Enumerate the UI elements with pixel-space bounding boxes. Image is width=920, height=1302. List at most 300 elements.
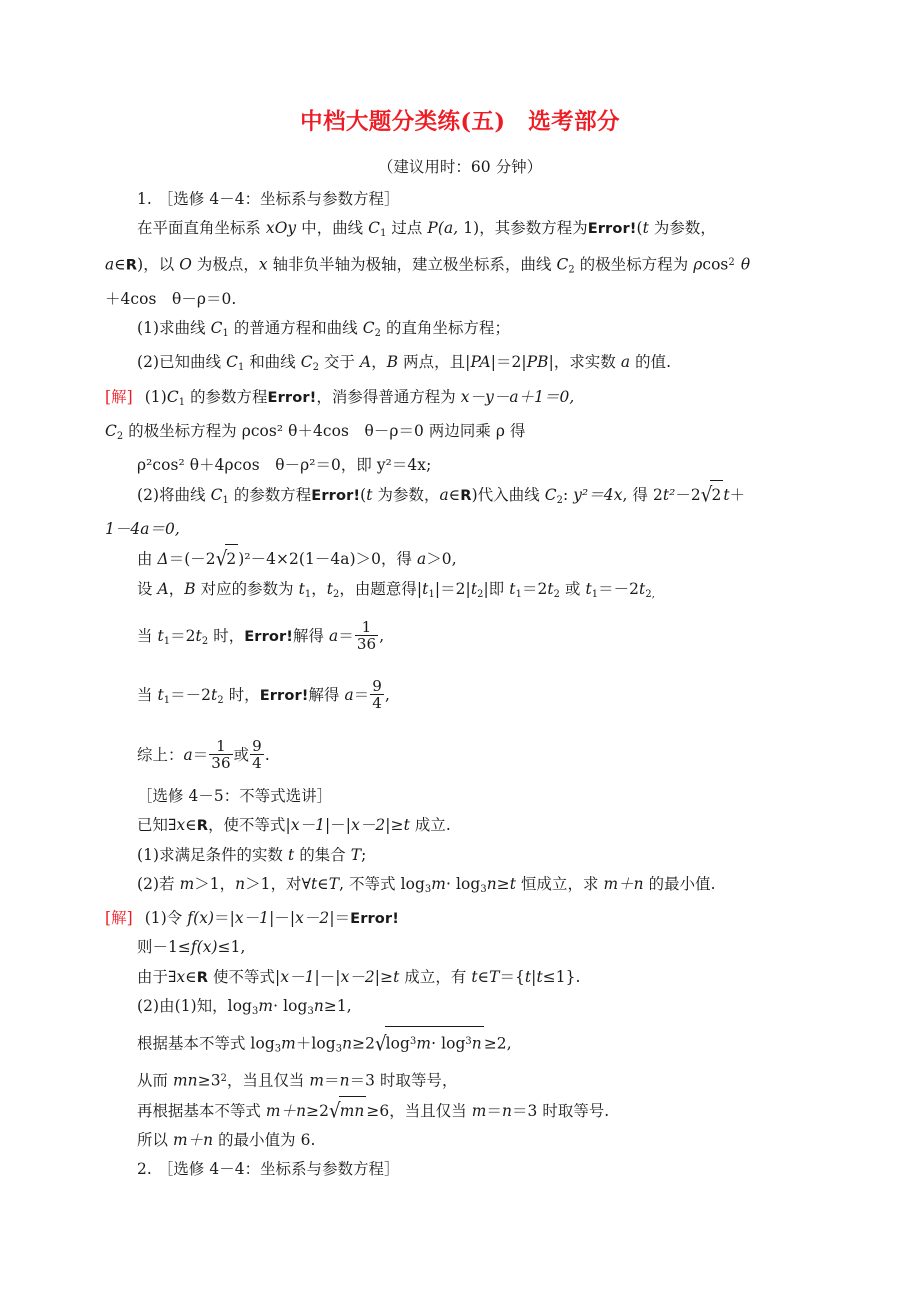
t2-sub: 2	[217, 695, 224, 707]
param-t1: t	[157, 686, 164, 705]
q-text: 的值.	[630, 353, 672, 372]
sol-text: )代入曲线	[471, 485, 545, 504]
var-n: n	[235, 875, 246, 894]
sol-text: ＝	[324, 1071, 340, 1090]
sol-text: 的参数方程	[228, 485, 312, 504]
var-m: m	[431, 875, 446, 894]
sol-equation: ρcos² θ＋4cos θ－ρ＝0 两边同乘 ρ 得	[241, 421, 526, 440]
sol-text: ，当且仅当	[226, 1071, 310, 1090]
param-t: t	[723, 485, 730, 504]
stem-text: －	[330, 816, 346, 835]
problem2-tag: ［选修 4－4：坐标系与参数方程］	[157, 1160, 400, 1179]
sol-text: ＋log	[295, 1034, 336, 1053]
fraction-denominator: 4	[372, 694, 382, 713]
curve-c1: C	[210, 485, 223, 504]
param-t1: t	[422, 579, 429, 598]
sol-text: 即	[488, 579, 510, 598]
problem1-number: 1.	[137, 190, 152, 208]
q-text: 的最小值.	[643, 875, 716, 894]
sol-text: 时，	[208, 626, 245, 645]
page-subtitle: （建议用时：60 分钟）	[377, 158, 543, 176]
param-t: t	[288, 845, 295, 864]
in-symbol: ∈	[317, 875, 329, 894]
curve-c2-sub: 2	[116, 430, 124, 442]
log-exp: 3	[410, 1036, 417, 1048]
log-base: 3	[252, 1005, 259, 1017]
sol-text: 的参数方程	[185, 387, 268, 406]
q-text: 交于	[319, 353, 361, 372]
fraction-1-36	[355, 619, 378, 652]
sqrt-arg: 2	[710, 480, 723, 510]
var-n: n	[339, 1071, 350, 1090]
fraction-9-4	[250, 738, 264, 771]
stem-text: )，以	[137, 256, 180, 275]
curve-c1: C	[368, 219, 381, 238]
param-t1: t	[585, 579, 592, 598]
var-n: n	[471, 1034, 482, 1053]
param-a: a	[105, 256, 115, 275]
sol-text: ,	[385, 686, 390, 705]
var-m: m	[471, 1101, 487, 1120]
real-set: R	[125, 257, 138, 275]
sol-text: :	[562, 485, 574, 504]
q-text: (2)若	[137, 875, 180, 894]
sol-text: 从而	[137, 1071, 173, 1090]
axis-x: x	[258, 256, 268, 275]
param-t: t	[366, 485, 373, 504]
stem-text: 在平面直角坐标系	[137, 219, 266, 238]
curve-c1-sub: 1	[222, 328, 229, 340]
param-t1: t	[298, 579, 305, 598]
t1-sub: 1	[591, 588, 599, 600]
param-t2: t	[195, 626, 202, 645]
param-t: t	[471, 967, 478, 986]
param-t2: t	[547, 579, 554, 598]
stem-text: 为参数，	[648, 219, 716, 238]
segment-pa: PA	[470, 353, 491, 372]
curve-c2: C	[544, 485, 557, 504]
curve-c2: C	[556, 256, 569, 275]
problem1-solution-line2	[105, 417, 817, 451]
rho: ρ	[693, 256, 703, 275]
problem2-tag-line	[105, 1155, 817, 1184]
param-t2: t	[211, 686, 218, 705]
sol-text: 使不等式	[208, 967, 276, 986]
problem1b-solution-line5	[105, 1026, 817, 1064]
curve-c2: C	[300, 353, 313, 372]
problem1-stem-line2	[105, 248, 817, 285]
t2-sub: 2	[201, 635, 209, 647]
log-base: 3	[307, 1005, 314, 1017]
problem1-solution-line8	[105, 609, 817, 669]
log-text: log	[385, 1034, 410, 1053]
sol-text: －2	[675, 485, 701, 504]
cos-exp: 2	[728, 257, 735, 269]
sol-text: , 得 2	[622, 485, 663, 504]
parabola-eq: y²＝4x	[573, 485, 623, 504]
curve-c2-sub: 2	[568, 264, 575, 276]
ge-symbol: ≥	[390, 816, 404, 835]
var-m: m	[281, 1034, 296, 1053]
param-a: a	[620, 353, 631, 372]
stem-text: 中，曲线	[296, 219, 369, 238]
sol-text: )²－4×2(1－4a)＞0，得	[238, 550, 418, 569]
point-p-a: (a,	[437, 219, 459, 238]
sol-text: ,	[379, 626, 385, 645]
t1-sub: 1	[163, 695, 171, 707]
stem-text: 成立.	[409, 816, 451, 835]
param-t2: t	[470, 579, 478, 598]
problem1b-solution-line4	[105, 992, 817, 1026]
t-squared: t²	[662, 485, 676, 504]
problem1b-solution-line7	[105, 1096, 817, 1126]
sol-text: 解得	[308, 686, 345, 705]
param-t: t	[524, 967, 532, 986]
fraction-numerator: 9	[372, 677, 382, 696]
sqrt-mn: √mn	[329, 1096, 366, 1126]
sol-text: 当	[137, 686, 158, 705]
sol-text: ，	[311, 579, 327, 598]
q-text: log	[451, 875, 481, 894]
point-a: A	[157, 579, 169, 598]
var-m: m	[309, 1071, 325, 1090]
curve-c1: C	[166, 387, 179, 406]
curve-c1-sub: 1	[237, 362, 245, 374]
q-text: , 不等式 log	[339, 875, 425, 894]
problem2-number: 2.	[137, 1160, 152, 1179]
sol-text: 综上：	[137, 746, 184, 765]
var-n: n	[313, 996, 324, 1015]
param-t: t	[310, 875, 318, 894]
ge-symbol: ≥	[496, 875, 510, 894]
sol-equation: ρ²cos² θ＋4ρcos θ－ρ²＝0，即 y²＝4x;	[137, 455, 432, 474]
curve-c2: C	[362, 319, 375, 338]
set-t: T	[489, 967, 500, 986]
param-t1: t	[509, 579, 516, 598]
curve-c2-sub: 2	[374, 328, 382, 340]
var-x: x	[176, 967, 186, 986]
q-text: (1)求满足条件的实数	[137, 845, 289, 864]
sol-text: 则－1≤	[137, 938, 191, 957]
sol-text: ＝3 时取等号，	[349, 1071, 458, 1090]
param-a: a	[329, 626, 339, 645]
sol-text: (1)	[144, 387, 167, 406]
q-text: (2)已知曲线	[137, 353, 227, 372]
sol-text: ＝	[214, 909, 230, 928]
t1-sub: 1	[428, 588, 435, 600]
param-a: a	[439, 485, 449, 504]
sol-text: 再根据基本不等式	[137, 1101, 266, 1120]
var-x: x	[176, 816, 186, 835]
real-set: R	[460, 486, 472, 504]
fraction-numerator: 1	[216, 737, 226, 756]
sol-text: ＝(－2	[168, 550, 216, 569]
sol-equation: 1－4a＝0,	[105, 519, 180, 538]
sol-text: ≥6，当且仅当	[366, 1101, 472, 1120]
fraction-denominator: 36	[356, 634, 377, 653]
function-arg: (x)	[193, 909, 215, 928]
exists-symbol: ∃	[167, 967, 177, 986]
sol-text: 或	[233, 746, 250, 765]
param-t: t	[642, 219, 649, 238]
error-token: Error!	[267, 388, 317, 406]
exists-symbol: ∃	[167, 816, 177, 835]
error-token: Error!	[587, 220, 637, 238]
problem1b-question-2	[105, 870, 817, 904]
fraction-numerator: 9	[252, 737, 262, 756]
problem1-solution-line4	[105, 480, 817, 515]
problem1-solution-line3	[105, 451, 817, 480]
q-text: 的普通方程和曲线	[228, 319, 363, 338]
sol-text: 由	[137, 550, 158, 569]
q-text: 和曲线	[244, 353, 301, 372]
real-set: R	[196, 968, 209, 986]
expr-mn: mn	[172, 1071, 198, 1090]
theta: θ	[740, 256, 751, 275]
t1-sub: 1	[515, 588, 522, 600]
fraction-numerator: 1	[361, 617, 372, 636]
dot-operator: ·	[273, 996, 279, 1015]
sol-text: －	[274, 909, 290, 928]
var-m: m	[416, 1034, 432, 1053]
stem-text: (	[636, 219, 643, 238]
stem-text: 轴非负半轴为极轴，建立极坐标系，曲线	[267, 256, 557, 275]
problem1-solution-line6	[105, 544, 817, 574]
sqrt-arg: mn	[339, 1096, 367, 1126]
sol-text: 解得	[293, 626, 330, 645]
problem1b-solution-line3: 由于∃x∈R 使不等式|x－1|－|x－2|≥t 成立，有 t∈T＝{t|t≤1}.	[137, 967, 581, 986]
q-text: ＝2	[496, 353, 522, 372]
problem1-solution-line5	[105, 515, 817, 544]
sol-text: ≤1}.	[542, 967, 581, 986]
sol-text: ，消参得普通方程为	[316, 387, 461, 406]
sol-text: 的最小值为 6.	[213, 1131, 316, 1150]
sol-text: (2)由(1)知，log	[137, 996, 253, 1015]
sol-text: －	[319, 967, 336, 986]
sol-text: ≥2,	[483, 1034, 512, 1053]
sol-text: ＝－2	[598, 579, 640, 598]
param-a: a	[417, 550, 427, 569]
t1-sub: 1	[163, 635, 171, 647]
sol-text: 设	[137, 579, 158, 598]
stem-text: 已知	[137, 816, 168, 835]
dot-operator: ·	[431, 1034, 437, 1053]
expr-m-plus-n: m＋n	[603, 875, 644, 894]
sol-text: 时，	[223, 686, 260, 705]
curve-c1: C	[210, 319, 223, 338]
point-p-1: 1)	[458, 219, 480, 238]
sqrt-arg	[385, 1026, 484, 1059]
param-t2: t	[639, 579, 646, 598]
curve-c1-sub: 1	[380, 228, 387, 240]
problem1b-stem: 已知∃x∈R，使不等式|x－1|－|x－2|≥t 成立.	[137, 816, 451, 835]
sol-text: ＝	[338, 626, 354, 645]
log-exp: 3	[465, 1036, 472, 1048]
ge-symbol: ≥	[380, 967, 394, 986]
forall-symbol: ∀	[301, 875, 311, 894]
param-a: a	[344, 686, 354, 705]
curve-c1-sub: 1	[222, 494, 229, 506]
problem1-solution-line1	[105, 383, 817, 417]
q-text: ＞1，	[194, 875, 236, 894]
t2-sub: 2	[333, 588, 340, 600]
sol-text: ＝2	[521, 579, 548, 598]
error-token: Error!	[350, 910, 399, 928]
problem1b-solution-line6	[105, 1064, 817, 1096]
curve-c2: C	[105, 421, 117, 440]
t2-sub: 2	[477, 588, 484, 600]
q-text: 两点，且	[398, 353, 466, 372]
fraction-denominator: 4	[252, 754, 262, 772]
problem1-stem-line3: ＋4cos θ－ρ＝0.	[105, 290, 237, 309]
log-base: 3	[335, 1043, 343, 1055]
q-text: ，	[371, 353, 387, 372]
document-body	[105, 185, 817, 1185]
var-m: m	[258, 996, 274, 1015]
log-base: 3	[424, 883, 432, 895]
sol-text: ＝{	[499, 967, 525, 986]
var-n: n	[342, 1034, 353, 1053]
page-title: 中档大题分类练(五) 选考部分	[300, 109, 620, 135]
dot-operator: ·	[446, 875, 451, 894]
fraction-1-36	[209, 738, 232, 771]
problem1b-solution-line1: [解] (1)令 f(x)＝|x－1|－|x－2|＝Error!	[105, 909, 399, 928]
sol-text: 为参数，	[372, 485, 440, 504]
sol-text: ，	[168, 579, 185, 598]
log-base: 3	[480, 883, 487, 895]
function-arg: (x)	[196, 938, 218, 957]
sol-text: .	[264, 746, 270, 765]
answer-label: [解]	[105, 909, 133, 928]
sqrt-2: √2	[701, 480, 724, 510]
sol-text: ≤1,	[217, 938, 246, 957]
error-token: Error!	[311, 486, 361, 504]
problem1-tag-line	[105, 185, 817, 214]
param-a: a	[183, 746, 193, 765]
q-text: ，求实数	[553, 353, 621, 372]
ge-symbol: ≥2	[306, 1101, 330, 1120]
problem1b-tag	[105, 782, 817, 811]
t2-sub: 2,	[645, 588, 655, 600]
abs-expr-2: x－2	[351, 816, 386, 835]
stem-text: 为极点，	[191, 256, 259, 275]
sol-text: ＝2	[170, 626, 196, 645]
q-text: 恒成立，求	[516, 875, 604, 894]
param-t: t	[509, 875, 517, 894]
problem1b-solution-line8	[105, 1126, 817, 1155]
q-text: 的直角坐标方程；	[381, 319, 510, 338]
in-symbol: ∈	[185, 816, 197, 835]
sol-text: ＝－2	[170, 686, 212, 705]
sol-text: |	[531, 967, 537, 986]
expr-m-plus-n: m＋n	[172, 1131, 214, 1150]
curve-c1-sub: 1	[178, 396, 186, 408]
origin-o: O	[179, 256, 192, 275]
function-f: f	[190, 938, 197, 957]
stem-text: ∈	[114, 256, 126, 275]
stem-text: 的极坐标方程为	[574, 256, 694, 275]
sol-text: ∈	[448, 485, 461, 504]
var-n: n	[486, 875, 497, 894]
sol-text: (2)将曲线	[137, 485, 211, 504]
set-t: T	[328, 875, 340, 894]
stem-text: ，其参数方程为	[479, 219, 588, 238]
curve-c2-sub: 2	[312, 362, 320, 374]
segment-pb: PB	[526, 353, 549, 372]
problem1-solution-conclusion	[105, 728, 817, 782]
problem1-solution-line9	[105, 668, 817, 728]
expr-m-plus-n: m＋n	[265, 1101, 307, 1120]
answer-label: [解]	[105, 387, 133, 406]
sol-text: 当	[137, 626, 158, 645]
log-base: 3	[274, 1043, 282, 1055]
sol-text: ＝	[334, 909, 351, 928]
problem1-question-1	[105, 314, 817, 348]
sol-text: 的极坐标方程为	[123, 421, 242, 440]
point-b: B	[184, 579, 196, 598]
sqrt-log-product: $√\log^3m\cdot \log^3n$	[375, 1026, 484, 1059]
sol-equation: x－y－a＋1＝0,	[460, 387, 575, 406]
curve-c1: C	[226, 353, 238, 372]
param-t1: t	[157, 626, 164, 645]
abs-expr-2: x－2	[340, 967, 375, 986]
problem1-question-2: (2)已知曲线 $C_1$ 和曲线 $C_2$ 交于 A，B 两点，且|PA|＝2|PB|，求实数 a 的值.	[137, 353, 672, 374]
problem1b-tag-text: ［选修 4－5：不等式选讲］	[137, 787, 333, 806]
t1-sub: 1	[304, 588, 312, 600]
log-text: log	[436, 1034, 466, 1053]
in-symbol: ∈	[477, 967, 490, 986]
q-text: (1)求曲线	[137, 319, 211, 338]
set-t: T	[350, 845, 362, 864]
t2-sub: 2	[553, 588, 561, 600]
ge-symbol: ≥2	[352, 1034, 375, 1053]
point-p: P	[427, 219, 438, 238]
problem1-stem-line1	[105, 214, 817, 248]
var-n: n	[501, 1101, 512, 1120]
cos: cos	[702, 256, 729, 275]
exponent: 2	[220, 1072, 227, 1084]
stem-text: ，使不等式	[208, 816, 286, 835]
sol-text: ＝2	[440, 579, 466, 598]
sol-text: ＞0,	[426, 550, 457, 569]
sol-text: 对应的参数为	[195, 579, 299, 598]
abs-expr-1: x－1	[280, 967, 315, 986]
stem-text: 过点	[386, 219, 428, 238]
in-symbol: ∈	[185, 967, 197, 986]
problem1b-solution-line2	[105, 933, 817, 962]
point-a: A	[360, 353, 372, 372]
fraction-denominator: 36	[211, 754, 231, 772]
curve-c2-sub: 2	[556, 494, 563, 506]
error-token: Error!	[244, 627, 294, 645]
var-m: m	[179, 875, 195, 894]
q-text: 的集合	[294, 845, 351, 864]
abs-expr-2: x－2	[295, 909, 330, 928]
sol-text: (	[360, 485, 367, 504]
abs-expr-1: x－1	[290, 816, 325, 835]
sol-text: log	[278, 996, 308, 1015]
real-set: R	[196, 817, 209, 835]
sol-text: ≥1,	[323, 996, 352, 1015]
point-b: B	[386, 353, 399, 372]
function-f: f	[187, 909, 194, 928]
sol-text: 由于	[137, 967, 168, 986]
sol-text: ＝3 时取等号.	[511, 1101, 610, 1120]
problem1-solution-line7: 设 A，B 对应的参数为 $t_1$，$t_2$，由题意得$|t_1|=2|t_2|$即 $t_1=2t_2$ 或 $t_1=-2t_{2,}$	[137, 579, 655, 600]
problem1-tag: ［选修 4－4：坐标系与参数方程］	[157, 190, 400, 208]
stem-xoy: xOy	[265, 219, 297, 238]
sol-text: ，由题意得	[339, 579, 417, 598]
